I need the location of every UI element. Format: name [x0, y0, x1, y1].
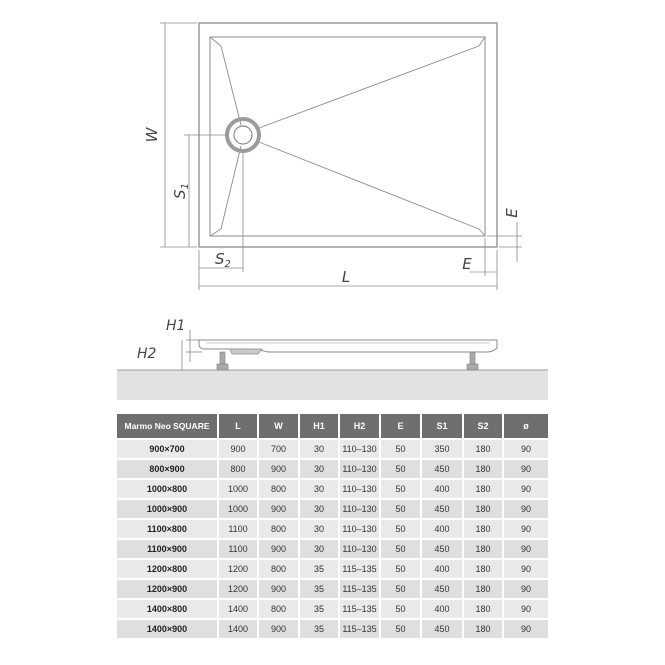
cell-model: 1400×900	[117, 618, 217, 638]
cell-diameter: 90	[502, 498, 548, 518]
dim-label-s1: $S_1$	[171, 183, 191, 199]
cell-l: 900	[217, 438, 257, 458]
cell-s1: 450	[420, 578, 462, 598]
slope-line	[221, 146, 241, 229]
cell-h2: 110–130	[338, 518, 379, 538]
column-header-l: L	[217, 414, 257, 438]
drain-inner-ring	[234, 126, 252, 144]
cell-h1: 30	[298, 478, 338, 498]
dim-label-e-bottom: E	[462, 255, 472, 273]
cell-e: 50	[379, 538, 420, 558]
cell-diameter: 90	[502, 598, 548, 618]
column-header-diameter: ø	[502, 414, 548, 438]
cell-w: 800	[257, 478, 298, 498]
corner-line	[210, 229, 221, 236]
dim-label-e-right: E	[503, 208, 521, 218]
cell-h1: 30	[298, 498, 338, 518]
cell-l: 800	[217, 458, 257, 478]
cell-e: 50	[379, 578, 420, 598]
table-row	[117, 538, 548, 558]
cell-w: 800	[257, 558, 298, 578]
cell-model: 1000×900	[117, 498, 217, 518]
cell-diameter: 90	[502, 458, 548, 478]
cell-h2: 115–135	[338, 618, 379, 638]
cell-s1: 400	[420, 598, 462, 618]
cell-h1: 35	[298, 618, 338, 638]
table-body	[117, 438, 548, 638]
top-view	[199, 23, 497, 247]
cell-w: 900	[257, 458, 298, 478]
table-row	[117, 558, 548, 578]
cell-s1: 350	[420, 438, 462, 458]
cell-model: 1200×900	[117, 578, 217, 598]
table-header-row	[117, 414, 548, 438]
cell-s1: 450	[420, 618, 462, 638]
cell-w: 900	[257, 498, 298, 518]
dim-label-l: L	[341, 268, 351, 286]
drain-outer-ring	[227, 119, 259, 151]
cell-diameter: 90	[502, 518, 548, 538]
cell-e: 50	[379, 598, 420, 618]
cell-e: 50	[379, 438, 420, 458]
dim-label-w: W	[143, 127, 161, 143]
cell-model: 1100×900	[117, 538, 217, 558]
leg-foot	[467, 364, 478, 370]
table-row	[117, 618, 548, 638]
drain-outlet	[230, 349, 262, 354]
cell-l: 1000	[217, 498, 257, 518]
cell-s2: 180	[462, 598, 502, 618]
column-header-h2: H2	[338, 414, 379, 438]
slope-line	[259, 142, 479, 229]
leg	[470, 352, 475, 364]
cell-s1: 450	[420, 498, 462, 518]
cell-l: 1100	[217, 518, 257, 538]
cell-h2: 110–130	[338, 538, 379, 558]
floor	[117, 370, 548, 400]
dimension-labels	[143, 126, 521, 286]
cell-l: 1400	[217, 618, 257, 638]
leg-foot	[217, 364, 228, 370]
cell-l: 1100	[217, 538, 257, 558]
cell-s2: 180	[462, 558, 502, 578]
cell-s2: 180	[462, 618, 502, 638]
corner-line	[479, 229, 485, 236]
cell-s2: 180	[462, 498, 502, 518]
dimensions-table	[117, 414, 548, 638]
cell-model: 1100×800	[117, 518, 217, 538]
cell-diameter: 90	[502, 578, 548, 598]
cell-e: 50	[379, 618, 420, 638]
cell-h2: 110–130	[338, 438, 379, 458]
cell-s2: 180	[462, 438, 502, 458]
cell-l: 1200	[217, 558, 257, 578]
cell-s1: 450	[420, 458, 462, 478]
cell-w: 800	[257, 598, 298, 618]
cell-l: 1200	[217, 578, 257, 598]
cell-w: 900	[257, 538, 298, 558]
cell-h1: 30	[298, 458, 338, 478]
cell-h1: 30	[298, 438, 338, 458]
table-row	[117, 478, 548, 498]
cell-s2: 180	[462, 478, 502, 498]
cell-e: 50	[379, 498, 420, 518]
slope-line	[259, 46, 479, 128]
corner-line	[479, 37, 485, 46]
cell-s1: 400	[420, 558, 462, 578]
cell-model: 900×700	[117, 438, 217, 458]
cell-diameter: 90	[502, 538, 548, 558]
table-row	[117, 598, 548, 618]
cell-e: 50	[379, 458, 420, 478]
cell-w: 700	[257, 438, 298, 458]
tray-outline	[199, 23, 497, 247]
column-header-s1: S1	[420, 414, 462, 438]
cell-s1: 400	[420, 478, 462, 498]
cell-w: 900	[257, 578, 298, 598]
cell-s1: 450	[420, 538, 462, 558]
column-header-s2: S2	[462, 414, 502, 438]
column-header-e: E	[379, 414, 420, 438]
tray-inner-rim	[210, 37, 485, 236]
slope-line	[221, 46, 241, 125]
cell-h1: 30	[298, 518, 338, 538]
cell-l: 1000	[217, 478, 257, 498]
dim-label-s2: $S_2$	[215, 250, 231, 270]
column-header-h1: H1	[298, 414, 338, 438]
cell-model: 800×900	[117, 458, 217, 478]
cell-h2: 115–135	[338, 558, 379, 578]
dim-label-h1: H1	[166, 318, 186, 334]
corner-line	[210, 37, 221, 46]
cell-s1: 400	[420, 518, 462, 538]
cell-h2: 115–135	[338, 598, 379, 618]
cell-s2: 180	[462, 538, 502, 558]
cell-model: 1000×800	[117, 478, 217, 498]
cell-diameter: 90	[502, 438, 548, 458]
cell-diameter: 90	[502, 618, 548, 638]
cell-l: 1400	[217, 598, 257, 618]
cell-h1: 30	[298, 538, 338, 558]
cell-h1: 35	[298, 558, 338, 578]
cell-h2: 115–135	[338, 578, 379, 598]
table-row	[117, 438, 548, 458]
cell-s2: 180	[462, 458, 502, 478]
cell-e: 50	[379, 518, 420, 538]
cell-model: 1400×800	[117, 598, 217, 618]
cell-diameter: 90	[502, 478, 548, 498]
height-dimension-lines	[182, 330, 202, 370]
column-header-model: Marmo Neo SQUARE	[117, 414, 217, 438]
table-row	[117, 518, 548, 538]
cell-diameter: 90	[502, 558, 548, 578]
column-header-w: W	[257, 414, 298, 438]
table-row	[117, 458, 548, 478]
cell-model: 1200×800	[117, 558, 217, 578]
cell-h2: 110–130	[338, 458, 379, 478]
cell-h1: 35	[298, 578, 338, 598]
leg	[220, 352, 225, 364]
cell-s2: 180	[462, 518, 502, 538]
cell-h1: 35	[298, 598, 338, 618]
cell-e: 50	[379, 558, 420, 578]
table-row	[117, 498, 548, 518]
adjustable-legs	[217, 352, 478, 370]
cell-w: 800	[257, 518, 298, 538]
cell-w: 900	[257, 618, 298, 638]
side-view	[117, 318, 548, 400]
cell-s2: 180	[462, 578, 502, 598]
cell-h2: 110–130	[338, 478, 379, 498]
cell-e: 50	[379, 478, 420, 498]
table-row	[117, 578, 548, 598]
cell-h2: 110–130	[338, 498, 379, 518]
dim-label-h2: H2	[137, 346, 157, 362]
